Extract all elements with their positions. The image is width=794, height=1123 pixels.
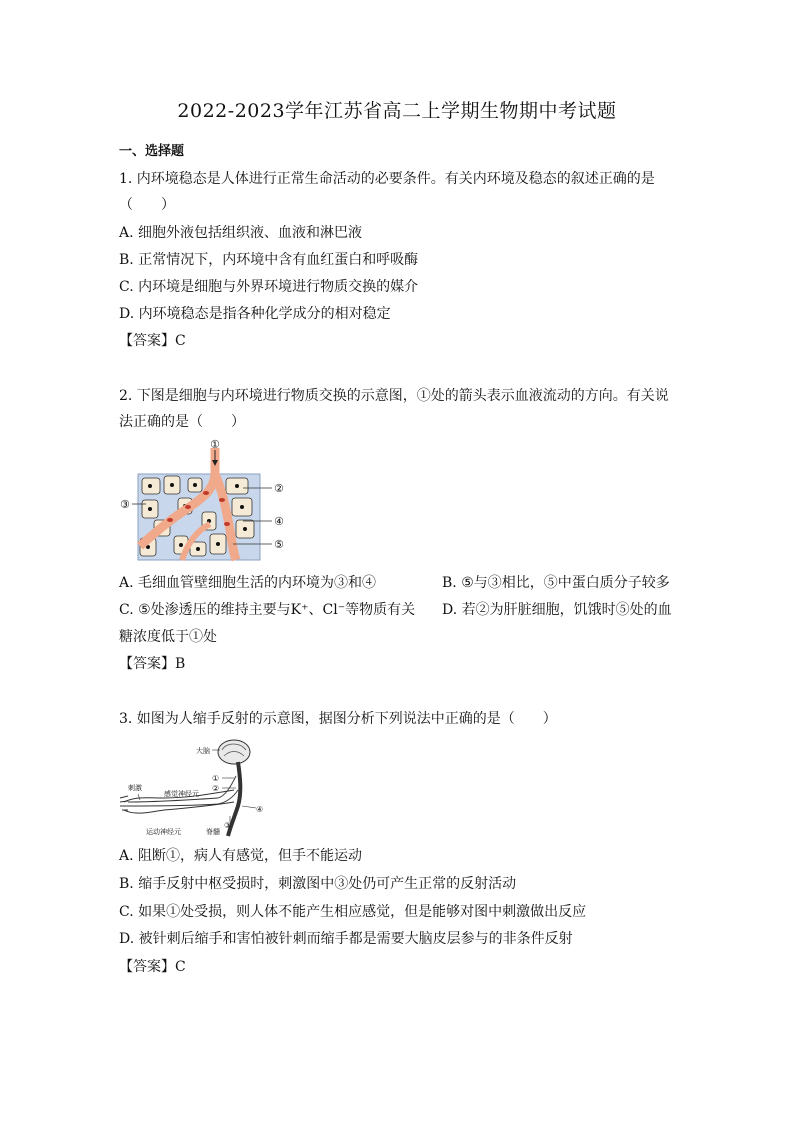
cell-exchange-figure (118, 438, 298, 566)
label-brain: 大脑 (196, 747, 210, 755)
q2-stem-line2: 法正确的是（ ） (119, 414, 245, 430)
page-title: 2022-2023学年江苏省高二上学期生物期中考试题 (177, 100, 617, 122)
q3-answer: 【答案】C (119, 959, 186, 975)
q1-answer: 【答案】C (119, 333, 186, 349)
label-n1: ① (212, 774, 220, 783)
figure-label-2: ② (274, 482, 284, 495)
q1-option-c: C. 内环境是细胞与外界环境进行物质交换的媒介 (119, 279, 419, 295)
q2-option-b: B. ⑤与③相比，⑤中蛋白质分子较多 (442, 575, 670, 591)
label-n4: ④ (256, 805, 264, 814)
q2-option-d-line2: 糖浓度低于①处 (119, 629, 217, 645)
q3-stem: 3. 如图为人缩手反射的示意图，据图分析下列说法中正确的是（ ） (119, 711, 557, 727)
q2-option-c: C. ⑤处渗透压的维持主要与K⁺、Cl⁻等物质有关 (119, 602, 416, 618)
label-spinal-cord: 脊髓 (206, 828, 220, 836)
q3-option-d: D. 被针刺后缩手和害怕被针刺而缩手都是需要大脑皮层参与的非条件反射 (119, 931, 573, 947)
q1-option-a: A. 细胞外液包括组织液、血液和淋巴液 (119, 225, 363, 241)
q3-option-c: C. 如果①处受损，则人体不能产生相应感觉，但是能够对图中刺激做出反应 (119, 904, 587, 920)
hand-fingers (120, 796, 128, 810)
figure-label-4: ④ (274, 515, 284, 528)
q1-stem-line1: 1. 内环境稳态是人体进行正常生命活动的必要条件。有关内环境及稳态的叙述正确的是 (119, 171, 655, 187)
section-heading: 一、选择题 (119, 144, 185, 159)
figure-label-1: ① (210, 438, 220, 451)
reflex-arc-figure (118, 736, 268, 840)
brain-shape (218, 740, 250, 764)
q1-stem-line2: （ ） (119, 197, 175, 213)
label-motor-neuron: 运动神经元 (146, 828, 181, 836)
q3-option-a: A. 阻断①，病人有感觉，但手不能运动 (119, 848, 363, 864)
label-n3: ③ (224, 821, 232, 830)
figure-label-5: ⑤ (274, 538, 284, 551)
q2-option-d-line1: D. 若②为肝脏细胞，饥饿时⑤处的血 (442, 602, 672, 618)
q2-stem-line1: 2. 下图是细胞与内环境进行物质交换的示意图，①处的箭头表示血液流动的方向。有关说 (119, 388, 669, 404)
label-stimulus: 刺激 (128, 784, 142, 792)
q1-option-b: B. 正常情况下，内环境中含有血红蛋白和呼吸酶 (119, 252, 419, 268)
q1-option-d: D. 内环境稳态是指各种化学成分的相对稳定 (119, 306, 391, 322)
label-n2: ② (212, 784, 220, 793)
q3-option-b: B. 缩手反射中枢受损时，刺激图中③处仍可产生正常的反射活动 (119, 876, 517, 892)
figure-label-3: ③ (120, 498, 130, 511)
label-sensory-neuron: 感觉神经元 (164, 790, 199, 798)
q2-answer: 【答案】B (119, 656, 186, 672)
q2-option-a: A. 毛细血管壁细胞生活的内环境为③和④ (119, 575, 377, 591)
